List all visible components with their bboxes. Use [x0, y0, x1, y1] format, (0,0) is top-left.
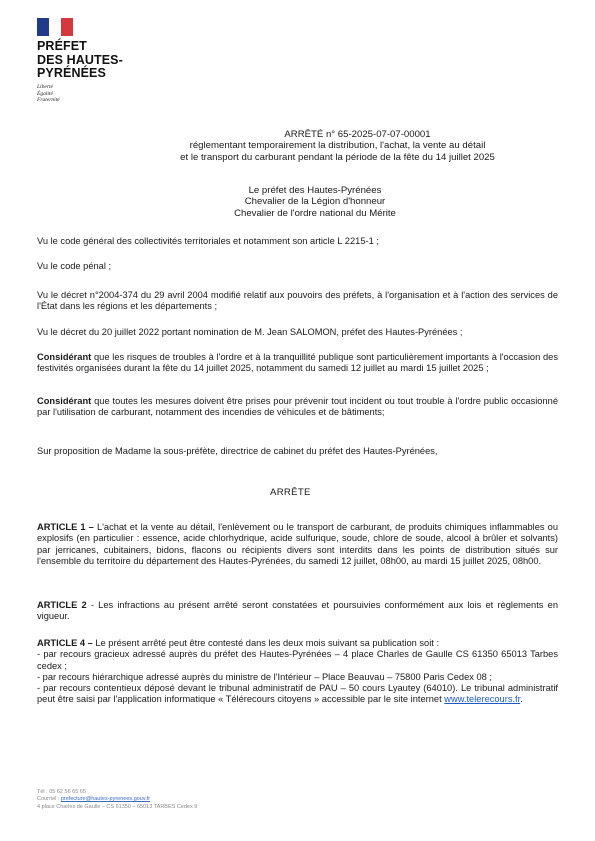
- footer-phone: Tél : 05 62 56 65 65: [37, 789, 86, 795]
- article-2: ARTICLE 2 - Les infractions au présent arrêté seront constatées et poursuivies conformément aux lois et règlements en vigueur.: [37, 600, 558, 622]
- marianne-profile-icon: [51, 20, 59, 34]
- arrete-title: ARRÊTE: [270, 487, 311, 498]
- article-4: ARTICLE 4 – Le présent arrêté peut être contesté dans les deux mois suivant sa publication soit : - par recours gracieux adressé auprès du préfet des Hautes-Pyrénées – 4 place Charles de Gaulle CS 61350 65013 Tarbes cedex ; - par recours hiérarchique adressé auprès du ministre de l'Intérieur – Place Beauvau – 75800 Paris Cedex 08 ; - par recours contentieux déposé devant le tribunal administratif de PAU – 50 cours Lyautey (64010). Le tribunal administratif peut être saisi par l'application informatique « Télérecours citoyens » accessible par le site internet www.telerecours.fr.: [37, 638, 558, 705]
- prefect-authority: Le préfet des Hautes-Pyrénées Chevalier de la Légion d'honneur Chevalier de l'ordre national du Mérite: [234, 185, 396, 219]
- visa-cgct: Vu le code général des collectivités territoriales et notamment son article L 2215-1 ;: [37, 236, 379, 246]
- recours-hierarchique: - par recours hiérarchique adressé auprès du ministre de l'Intérieur – Place Beauvau – 75800 Paris Cedex 08 ;: [37, 671, 492, 682]
- footer-email-link[interactable]: prefecture@hautes-pyrenees.gouv.fr: [60, 796, 151, 803]
- french-flag-logo: [37, 18, 73, 36]
- article-1: ARTICLE 1 – L'achat et la vente au détail, l'enlèvement ou le transport de carburant, de produits chimiques inflammables ou explosifs (en particulier : essence, acide chlorhydrique, acide sulfurique, soude, chlore de soude, alcool à brûler et solvants) par jerricanes, cubitainers, bidons, flacons ou récipients divers sont interdits dans les points de distribution situés sur l'ensemble du territoire du département des Hautes-Pyrénées, du samedi 12 juillet, 08h00, au mardi 15 juillet 2025, 08h00.: [37, 522, 558, 566]
- page-footer: [37, 789, 197, 811]
- decree-subject-line-2: et le transport du carburant pendant la période de la fête du 14 juillet 2025: [180, 151, 495, 163]
- visa-decret-2004: Vu le décret n°2004-374 du 29 avril 2004 modifié relatif aux pouvoirs des préfets, à l'organisation et à l'action des services de l'État dans les régions et les départements ;: [37, 290, 558, 312]
- visa-code-penal: Vu le code pénal ;: [37, 261, 112, 271]
- recours-gracieux: - par recours gracieux adressé auprès du préfet des Hautes-Pyrénées – 4 place Charles de Gaulle CS 61350 65013 Tarbes cedex ;: [37, 649, 558, 671]
- prefecture-name: PRÉFET DES HAUTES- PYRÉNÉES: [37, 39, 123, 80]
- footer-email-line: Courriel : prefecture@hautes-pyrenees.gouv.fr: [37, 796, 151, 803]
- decree-number: ARRÊTÉ n° 65-2025-07-07-00001: [284, 129, 431, 140]
- proposition: Sur proposition de Madame la sous-préfète, directrice de cabinet du préfet des Hautes-Pyrénées,: [37, 446, 438, 456]
- decree-subject-line-1: réglementant temporairement la distribution, l'achat, la vente au détail: [189, 140, 486, 152]
- considerant-mesures: Considérant que toutes les mesures doivent être prises pour prévenir tout incident ou tout trouble à l'ordre public occasionné par l'utilisation de carburant, notamment des incendies de véhicules et de bâtiments;: [37, 396, 558, 418]
- footer-address: 4 place Charles de Gaulle – CS 61350 – 65013 TARBES Cedex 9: [37, 803, 198, 810]
- republic-motto: Liberté Égalité Fraternité: [37, 84, 60, 103]
- considerant-risques: Considérant que les risques de troubles à l'ordre et à la tranquillité publique sont particulièrement importants à l'occasion des festivités organisées durant la fête du 14 juillet 2025, notamment du samedi 12 juillet au mardi 15 juillet 2025 ;: [37, 352, 558, 374]
- telerecours-link[interactable]: www.telerecours.fr: [444, 694, 521, 705]
- decree-heading: [95, 129, 580, 163]
- visa-decret-2022: Vu le décret du 20 juillet 2022 portant nomination de M. Jean SALOMON, préfet des Hautes-Pyrénées ;: [37, 327, 463, 337]
- recours-contentieux: - par recours contentieux déposé devant le tribunal administratif de PAU – 50 cours Lyautey (64010). Le tribunal administratif peut être saisi par l'application informatique « Télérecours citoyens » accessible par le site internet www.telerecours.fr.: [37, 683, 558, 705]
